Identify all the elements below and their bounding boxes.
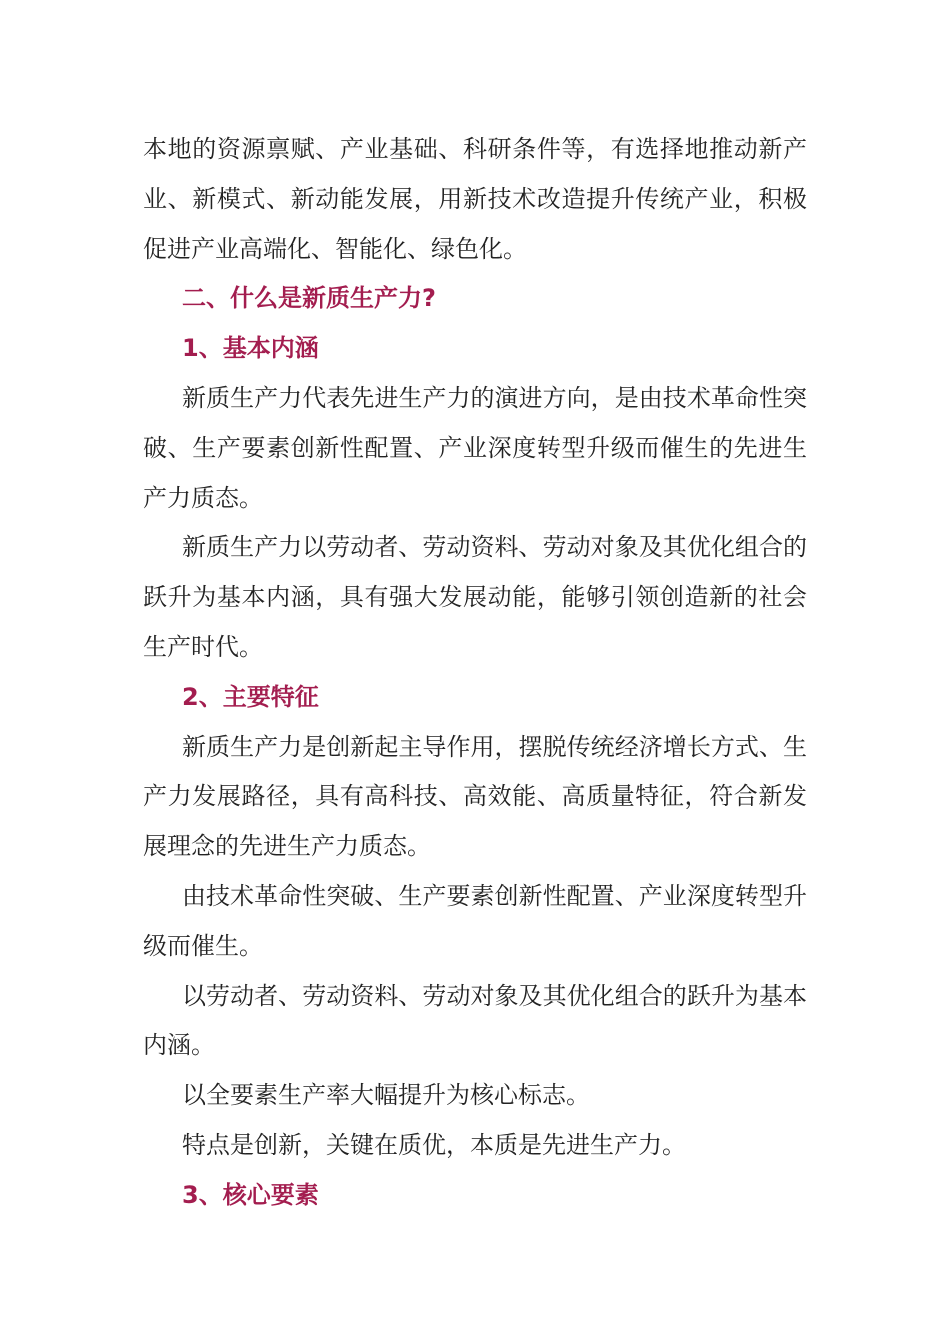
paragraph-intro-continued: 本地的资源禀赋、产业基础、科研条件等，有选择地推动新产业、新模式、新动能发展，用新技术改造提升传统产业，积极促进产业高端化、智能化、绿色化。 [143,135,807,263]
paragraph-connotation: 新质生产力以劳动者、劳动资料、劳动对象及其优化组合的跃升为基本内涵，具有强大发展动能，能够引领创造新的社会生产时代。 [143,533,807,661]
subheading-core-elements: 3、核心要素 [182,1180,319,1209]
subheading-basic-connotation: 1、基本内涵 [182,334,319,363]
paragraph-basic-content: 以劳动者、劳动资料、劳动对象及其优化组合的跃升为基本内涵。 [143,981,807,1060]
paragraph-definition: 新质生产力代表先进生产力的演进方向，是由技术革命性突破、生产要素创新性配置、产业深度转型升级而催生的先进生产力质态。 [143,383,807,512]
paragraph-characteristics: 特点是创新，关键在质优，本质是先进生产力。 [182,1130,686,1159]
section-heading-2: 二、什么是新质生产力? [182,284,436,313]
paragraph-features: 新质生产力是创新起主导作用，摆脱传统经济增长方式、生产力发展路径，具有高科技、高效能、高质量特征，符合新发展理念的先进生产力质态。 [143,732,807,861]
paragraph-core-sign: 以全要素生产率大幅提升为核心标志。 [182,1081,590,1110]
paragraph-origin: 由技术革命性突破、生产要素创新性配置、产业深度转型升级而催生。 [143,881,807,960]
subheading-main-features: 2、主要特征 [182,682,319,711]
